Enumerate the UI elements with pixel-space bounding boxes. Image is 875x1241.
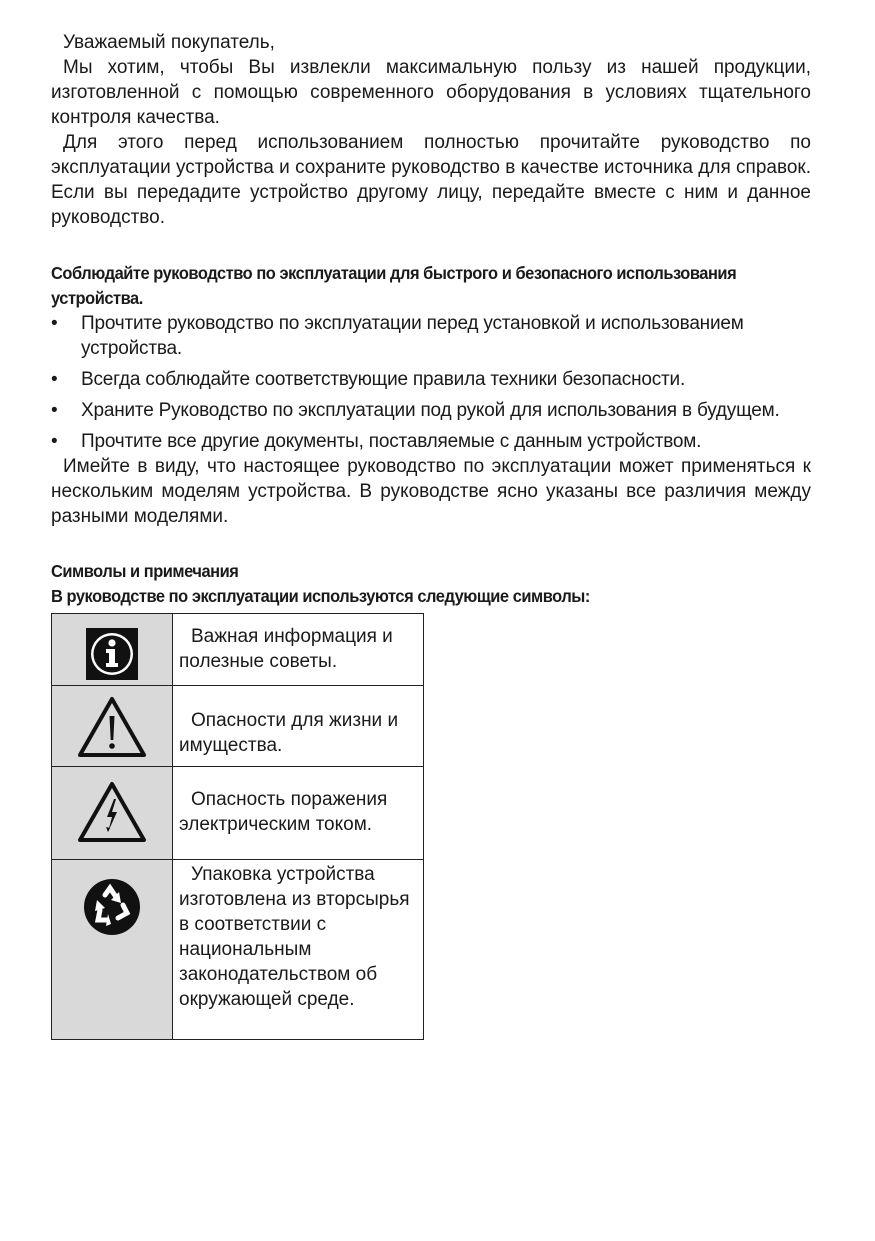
- list-item-text: Прочтите руководство по эксплуатации перед установкой и использованием устройства.: [81, 313, 744, 359]
- list-item: [51, 367, 811, 392]
- table-row: [52, 860, 424, 1040]
- intro-paragraph-2: Для этого перед использованием полностью прочитайте руководство по эксплуатации устройства и сохраните руководство в качестве источника для справок. Если вы передадите устройство другому лицу, передайте вместе с ним и данное руководство.: [51, 132, 811, 228]
- bullet: •: [51, 431, 58, 452]
- symbol-description: Важная информация и полезные советы.: [173, 614, 424, 686]
- section-heading-symbols: Символы и примечания: [51, 561, 239, 581]
- symbol-description: Упаковка устройства изготовлена из вторсырья в соответствии с национальным законодательством об окружающей среде.: [173, 860, 424, 1040]
- intro-paragraph-1: Мы хотим, чтобы Вы извлекли максимальную пользу из нашей продукции, изготовленной с помощью современного оборудования в условиях тщательного контроля качества.: [51, 57, 811, 128]
- symbol-description: Опасности для жизни и имущества.: [173, 686, 424, 767]
- table-row: [52, 767, 424, 860]
- bullet: •: [51, 400, 58, 421]
- icon-cell: [52, 614, 173, 686]
- table-row: [52, 686, 424, 767]
- bullet: •: [51, 313, 58, 334]
- list-item: [51, 429, 811, 454]
- bullet: •: [51, 369, 58, 390]
- list-item-text: Всегда соблюдайте соответствующие правила техники безопасности.: [81, 369, 686, 390]
- electric-shock-icon: [77, 781, 147, 843]
- symbols-table: [51, 613, 424, 1040]
- warning-icon: [77, 696, 147, 758]
- symbol-description: Опасность поражения электрическим током.: [173, 767, 424, 860]
- list-item: [51, 311, 811, 361]
- icon-cell: [52, 860, 173, 1040]
- info-icon: [86, 628, 138, 680]
- greeting: Уважаемый покупатель,: [63, 32, 275, 53]
- section-heading-safe-use: Соблюдайте руководство по эксплуатации для быстрого и безопасного использования устройства.: [51, 263, 737, 308]
- list-item-text: Прочтите все другие документы, поставляемые с данным устройством.: [81, 431, 702, 452]
- manual-page: [51, 30, 811, 1040]
- table-row: [52, 614, 424, 686]
- icon-cell: [52, 767, 173, 860]
- recycle-icon: [83, 878, 141, 936]
- list-item-text: Храните Руководство по эксплуатации под рукой для использования в будущем.: [81, 400, 780, 421]
- symbols-subheading: В руководстве по эксплуатации используются следующие символы:: [51, 586, 590, 606]
- list-item: [51, 398, 811, 423]
- models-note: Имейте в виду, что настоящее руководство по эксплуатации может применяться к нескольким моделям устройства. В руководстве ясно указаны все различия между разными моделями.: [51, 456, 811, 527]
- icon-cell: [52, 686, 173, 767]
- safety-list: [51, 311, 811, 454]
